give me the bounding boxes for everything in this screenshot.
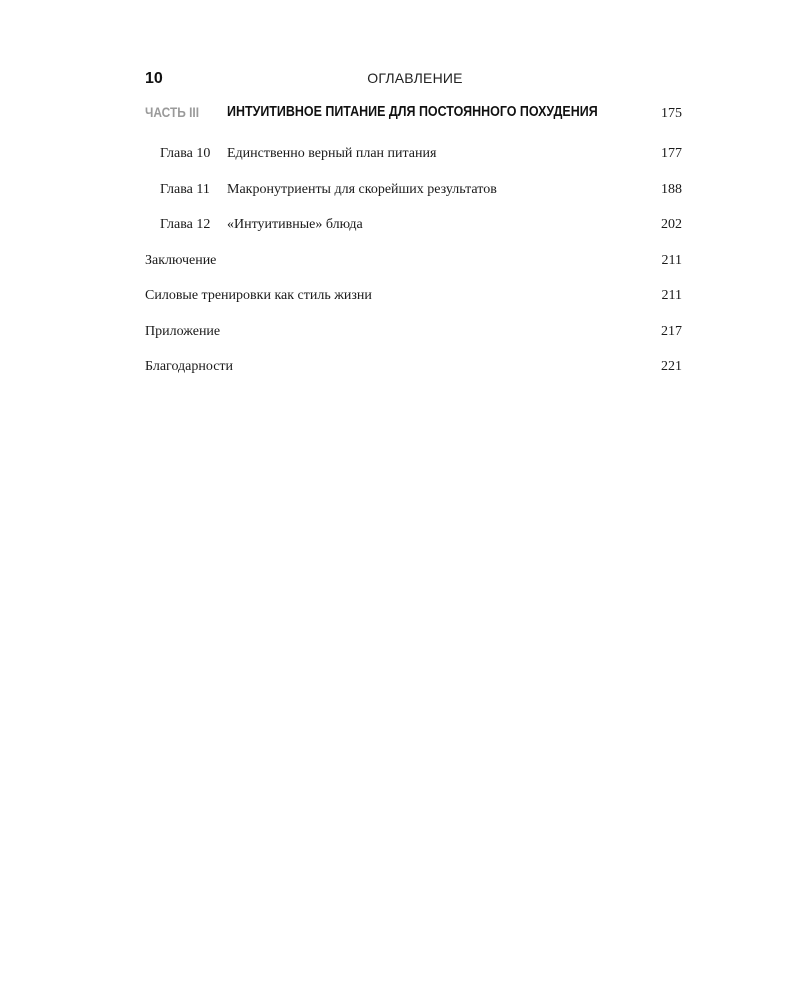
part-title: ИНТУИТИВНОЕ ПИТАНИЕ ДЛЯ ПОСТОЯННОГО ПОХУДЕНИЯ	[227, 104, 598, 120]
chapter-title: Макронутриенты для скорейших результатов	[227, 181, 497, 197]
section-page-number: 217	[661, 323, 682, 339]
toc-chapter-row[interactable]	[145, 140, 685, 176]
table-of-contents	[145, 100, 685, 389]
section-page-number: 221	[661, 359, 682, 374]
chapter-label: Глава 10	[160, 146, 211, 161]
chapter-page-number: 177	[661, 146, 682, 161]
section-title: Благодарности	[145, 359, 234, 374]
chapter-title: «Интуитивные» блюда	[227, 217, 363, 232]
toc-part-row[interactable]	[145, 100, 685, 140]
section-title: Силовые тренировки как стиль жизни	[145, 288, 372, 303]
page-number: 10	[145, 70, 163, 87]
chapter-page-number: 202	[661, 217, 682, 232]
chapter-title: Единственно верный план питания	[227, 146, 437, 161]
toc-chapter-row[interactable]	[145, 176, 685, 212]
toc-section-row[interactable]	[145, 318, 685, 354]
section-page-number: 211	[661, 252, 682, 268]
running-head: ОГЛАВЛЕНИЕ	[367, 70, 463, 86]
toc-section-row[interactable]	[145, 353, 685, 389]
section-title: Приложение	[145, 323, 221, 339]
chapter-page-number: 188	[661, 181, 682, 197]
part-label: ЧАСТЬ III	[145, 104, 200, 120]
page-header	[145, 68, 685, 90]
section-title: Заключение	[145, 252, 217, 268]
chapter-label: Глава 11	[160, 181, 210, 197]
part-page-number: 175	[661, 106, 682, 121]
chapter-label: Глава 12	[160, 217, 211, 232]
toc-chapter-row[interactable]	[145, 211, 685, 247]
toc-section-row[interactable]	[145, 247, 685, 283]
toc-section-row[interactable]	[145, 282, 685, 318]
section-page-number: 211	[661, 288, 682, 303]
